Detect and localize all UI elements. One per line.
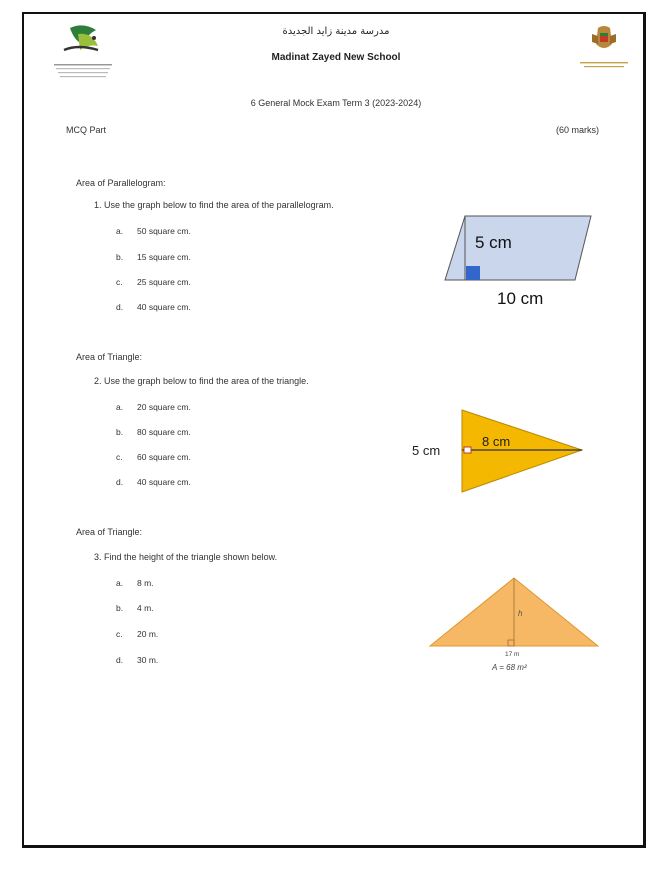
question-1-option-c[interactable]: c. 25 square cm. xyxy=(116,277,191,287)
question-1-option-d[interactable]: d. 40 square cm. xyxy=(116,302,191,312)
school-name-english: Madinat Zayed New School xyxy=(271,52,401,63)
triangle-2-height-label: 8 cm xyxy=(482,434,511,449)
triangle-3-area-label: A = 68 m² xyxy=(492,663,527,672)
section-heading-triangle-1: Area of Triangle: xyxy=(76,352,143,362)
question-1-option-b[interactable]: b. 15 square cm. xyxy=(116,252,191,262)
triangle-2-side-label: 5 cm xyxy=(412,443,441,458)
question-2-prompt: 2. Use the graph below to find the area of the triangle. xyxy=(94,376,309,386)
right-angle-marker xyxy=(466,266,480,280)
parallelogram-base-label: 10 cm xyxy=(497,289,544,308)
school-name-arabic: مدرسة مدينة زايد الجديدة xyxy=(282,26,390,37)
question-1-prompt: 1. Use the graph below to find the area of the parallelogram. xyxy=(94,200,334,210)
triangle-2-shape xyxy=(462,410,582,492)
right-angle-marker xyxy=(464,447,471,453)
question-2-option-b[interactable]: b. 80 square cm. xyxy=(116,427,191,437)
question-2-option-d[interactable]: d. 40 square cm. xyxy=(116,477,191,487)
question-2-option-c[interactable]: c. 60 square cm. xyxy=(116,452,191,462)
exam-page xyxy=(22,12,646,848)
section-heading-triangle-2: Area of Triangle: xyxy=(76,527,143,537)
question-1-option-a[interactable]: a. 50 square cm. xyxy=(116,226,191,236)
triangle-3-height-label: h xyxy=(518,609,523,618)
question-2-option-a[interactable]: a. 20 square cm. xyxy=(116,402,191,412)
parallelogram-figure xyxy=(439,212,599,312)
triangle-2-figure xyxy=(404,406,594,496)
question-3-prompt: 3. Find the height of the triangle shown below. xyxy=(94,552,278,562)
parallelogram-height-label: 5 cm xyxy=(475,233,512,252)
triangle-3-base-label: 17 m xyxy=(505,651,520,658)
section-heading-parallelogram: Area of Parallelogram: xyxy=(76,178,166,188)
triangle-3-figure xyxy=(426,574,606,678)
question-3-option-a[interactable]: a. 8 m. xyxy=(116,578,154,588)
marks-label: (60 marks) xyxy=(555,125,599,135)
part-label: MCQ Part xyxy=(66,125,107,135)
question-3-option-c[interactable]: c. 20 m. xyxy=(116,629,159,639)
question-3-option-b[interactable]: b. 4 m. xyxy=(116,603,154,613)
exam-title: 6 General Mock Exam Term 3 (2023-2024) xyxy=(250,98,422,108)
question-3-option-d[interactable]: d. 30 m. xyxy=(116,655,159,665)
